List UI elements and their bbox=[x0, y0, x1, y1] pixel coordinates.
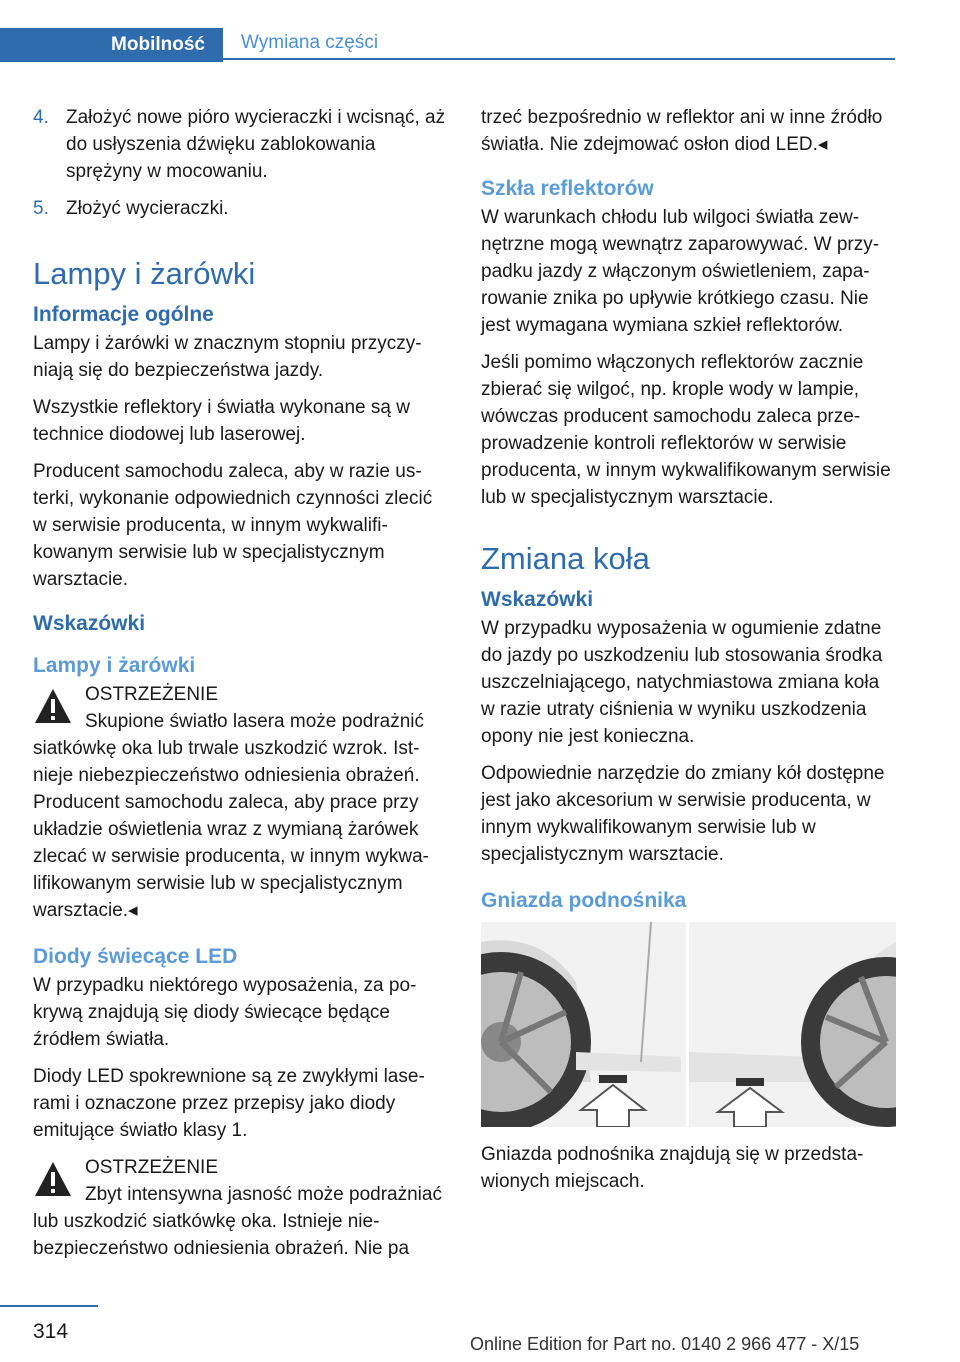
paragraph: Odpowiednie narzędzie do zmiany kół dostępne jest jako akcesorium w serwisie producenta, w innym wykwalifikowanym serwisie lub w specjalistycznym warsztacie. bbox=[481, 763, 885, 865]
photo-caption: Gniazda podnośnika znajdują się w przedstawionych miejscach. bbox=[481, 1144, 864, 1192]
list-item bbox=[33, 104, 448, 185]
paragraph: W przypadku niektórego wyposażenia, za pokrywą znajdują się diody świecące będące źródłem światła. bbox=[33, 975, 417, 1050]
warning-text: Skupione światło lasera może podrażnić siatkówkę oka lub trwale uszkodzić wzrok. Istnieje niebezpieczeństwo odniesienia obrażeń. Producent samochodu zaleca, aby prace przy układzie oświetlenia wraz z wymianą żarówek zlecać w serwisie producenta, w innym wykwalifikowanym serwisie lub w specjalistycznym warsztacie.◂ bbox=[33, 711, 429, 921]
list-text: Złożyć wycieraczki. bbox=[66, 198, 229, 219]
warning-text: Zbyt intensywna jasność może podrażniać lub uszkodzić siatkówkę oka. Istnieje niebezpieczeństwo odniesienia obrażeń. Nie pa bbox=[33, 1184, 442, 1259]
list-number: 4. bbox=[33, 107, 49, 128]
warning-box bbox=[33, 1154, 448, 1262]
heading-gniazda: Gniazda podnośnika bbox=[481, 889, 687, 912]
warning-box bbox=[33, 681, 448, 924]
jack-points-photo bbox=[481, 922, 896, 1127]
heading-zmiana-kola: Zmiana koła bbox=[481, 541, 650, 576]
tab-wymiana-czesci[interactable]: Wymiana części bbox=[223, 28, 895, 60]
heading-lampy-zarowki: Lampy i żarówki bbox=[33, 654, 196, 677]
paragraph: Diody LED spokrewnione są ze zwykłymi laserami i oznaczone przez przepisy jako diody emitujące światło klasy 1. bbox=[33, 1066, 425, 1141]
paragraph: W przypadku wyposażenia w ogumienie zdatne do jazdy po uszkodzeniu lub stosowania środka uszczelniającego, natychmiastowa zmiana koła w razie utraty ciśnienia w wyniku uszkodzenia opony nie jest konieczna. bbox=[481, 618, 883, 747]
paragraph: W warunkach chłodu lub wilgoci światła zewnętrzne mogą wewnątrz zaparowywać. W przypadku jazdy z włączonym oświetleniem, zaparowanie znika po upływie krótkiego czasu. Nie jest wymagana wymiana szkieł reflektorów. bbox=[481, 207, 880, 336]
heading-wskazowki: Wskazówki bbox=[33, 612, 146, 635]
tab-mobilnosc[interactable]: Mobilność bbox=[0, 28, 223, 62]
paragraph: Producent samochodu zaleca, aby w razie usterki, wykonanie odpowiednich czynności zlecić w serwisie producenta, w innym wykwalifikowanym serwisie lub w specjalistycznym warsztacie. bbox=[33, 461, 433, 590]
page-number: 314 bbox=[33, 1320, 69, 1343]
heading-szkla: Szkła reflektorów bbox=[481, 177, 654, 200]
paragraph: Lampy i żarówki w znacznym stopniu przyczyniają się do bezpieczeństwa jazdy. bbox=[33, 333, 422, 381]
heading-informacje: Informacje ogólne bbox=[33, 303, 214, 326]
heading-lampy: Lampy i żarówki bbox=[33, 256, 256, 291]
paragraph: trzeć bezpośrednio w reflektor ani w inne źródło światła. Nie zdejmować osłon diod LED.◂ bbox=[481, 107, 883, 155]
list-number: 5. bbox=[33, 198, 49, 219]
left-column bbox=[33, 104, 448, 1272]
right-column bbox=[481, 104, 896, 1205]
header-tabs bbox=[0, 28, 895, 62]
list-item bbox=[33, 195, 448, 222]
heading-wskazowki: Wskazówki bbox=[481, 588, 594, 611]
car-side-illustration bbox=[481, 922, 896, 1127]
edition-info: Online Edition for Part no. 0140 2 966 477 - X/15 bbox=[470, 1334, 860, 1354]
paragraph: Wszystkie reflektory i światła wykonane są w technice diodowej lub laserowej. bbox=[33, 397, 410, 445]
warning-triangle-icon bbox=[33, 1160, 73, 1198]
list-text: Założyć nowe pióro wycieraczki i wcisnąć, aż do usłyszenia dźwięku zablokowania sprężyny w mocowaniu. bbox=[66, 107, 446, 182]
warning-title: OSTRZEŻENIE bbox=[85, 684, 219, 705]
paragraph: Jeśli pomimo włączonych reflektorów zacznie zbierać się wilgoć, np. krople wody w lampie, wówczas producent samochodu zaleca przeprowadzenie kontroli reflektorów w serwisie producenta, w innym wykwalifikowanym serwisie lub w specjalistycznym warsztacie. bbox=[481, 352, 891, 508]
warning-triangle-icon bbox=[33, 687, 73, 725]
warning-title: OSTRZEŻENIE bbox=[85, 1157, 219, 1178]
footer-rule bbox=[0, 1305, 98, 1307]
heading-diody: Diody świecące LED bbox=[33, 945, 238, 968]
